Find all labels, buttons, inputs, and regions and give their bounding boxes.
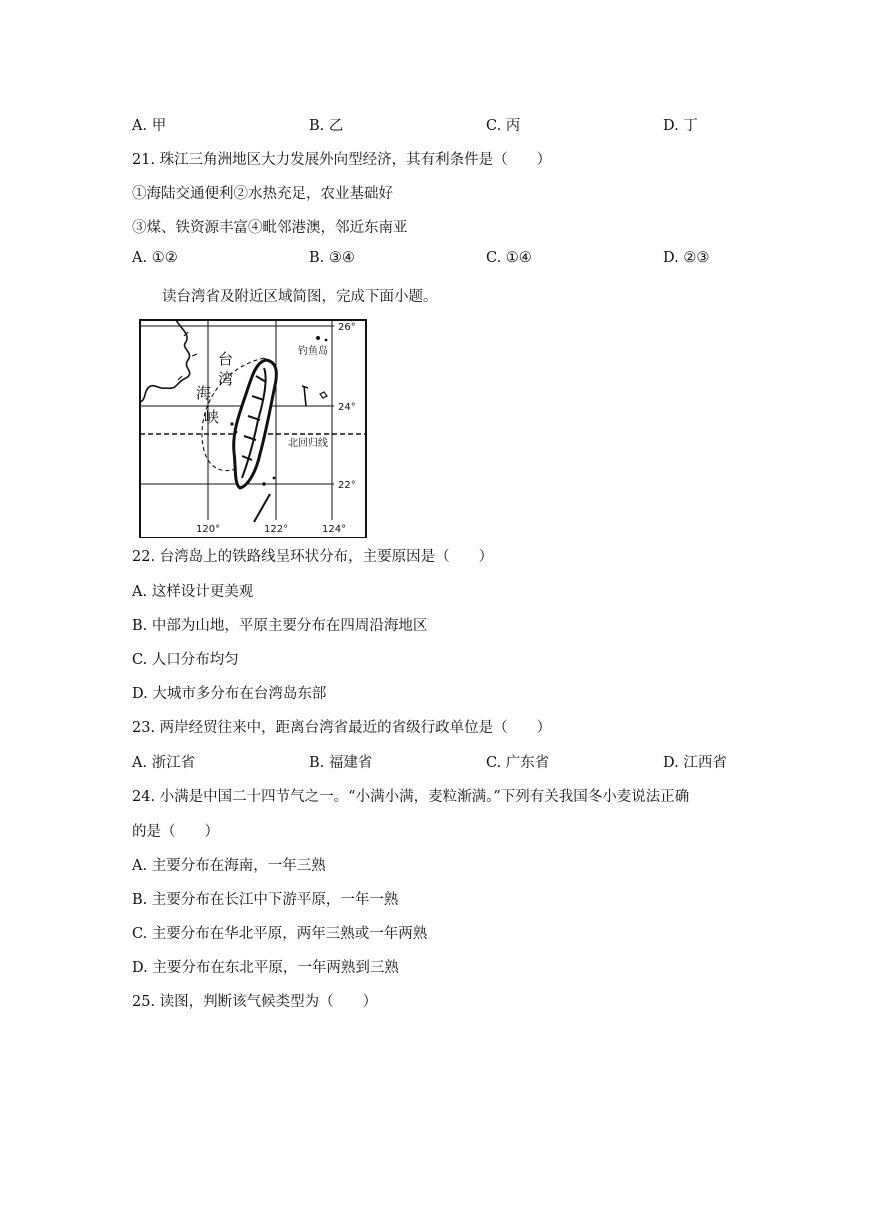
lon-label-120: 120°	[196, 524, 221, 535]
strait-char-2: 湾	[218, 370, 234, 388]
q24-stem-line2: 的是（ ）	[132, 824, 219, 840]
diaoyu-label: 钓鱼岛	[298, 346, 328, 357]
diaoyu-island-dot	[325, 339, 328, 342]
q20-option-d: D. 丁	[663, 118, 698, 134]
q21-option-b: B. ③④	[309, 250, 355, 266]
q24-stem-line1: 24. 小满是中国二十四节气之一。“小满小满，麦粒渐满。”下列有关我国冬小麦说法正确	[132, 789, 690, 805]
q21-line2: ③煤、铁资源丰富④毗邻港澳，邻近东南亚	[132, 220, 408, 236]
taiwan-map	[136, 316, 368, 538]
q20-option-c: C. 丙	[486, 118, 521, 134]
lat-label-24: 24°	[338, 402, 356, 413]
islet	[230, 422, 233, 425]
q20-option-b: B. 乙	[309, 118, 344, 134]
islet	[235, 431, 238, 434]
lon-label-124: 124°	[322, 524, 347, 535]
q21-option-a: A. ①②	[132, 250, 178, 266]
lat-label-26: 26°	[338, 322, 356, 333]
mainland-coast	[140, 320, 190, 402]
boundary-segment	[254, 494, 270, 522]
lat-label-22: 22°	[338, 480, 356, 491]
q22-option-a: A. 这样设计更美观	[132, 584, 254, 600]
q21-option-d: D. ②③	[663, 250, 710, 266]
q22-option-d: D. 大城市多分布在台湾岛东部	[132, 686, 327, 702]
map-intro: 读台湾省及附近区域简图，完成下面小题。	[162, 289, 438, 305]
taiwan-island	[234, 360, 277, 488]
q21-stem: 21. 珠江三角洲地区大力发展外向型经济，其有利条件是（ ）	[132, 152, 552, 168]
taiwan-map-svg	[136, 316, 368, 538]
lon-label-122: 122°	[264, 524, 289, 535]
strait-char-3: 海	[196, 384, 212, 402]
q23-option-b: B. 福建省	[309, 755, 373, 771]
q24-option-c: C. 主要分布在华北平原，两年三熟或一年两熟	[132, 926, 428, 942]
strait-char-1: 台	[218, 350, 234, 368]
strait-char-4: 峡	[204, 408, 220, 426]
q21-option-c: C. ①④	[486, 250, 532, 266]
q25-stem: 25. 读图，判断该气候类型为（ ）	[132, 994, 378, 1010]
q24-option-a: A. 主要分布在海南，一年三熟	[132, 858, 326, 874]
tropic-label: 北回归线	[288, 438, 328, 449]
islands-east-2	[320, 392, 327, 398]
q23-option-a: A. 浙江省	[132, 755, 196, 771]
q23-option-d: D. 江西省	[663, 755, 727, 771]
q22-option-b: B. 中部为山地，平原主要分布在四周沿海地区	[132, 618, 428, 634]
q22-stem: 22. 台湾岛上的铁路线呈环状分布，主要原因是（ ）	[132, 549, 494, 565]
q24-option-b: B. 主要分布在长江中下游平原，一年一熟	[132, 892, 399, 908]
q21-line1: ①海陆交通便利②水热充足，农业基础好	[132, 186, 393, 202]
diaoyu-island-dot	[316, 336, 320, 340]
islands-east	[302, 386, 308, 406]
q22-option-c: C. 人口分布均匀	[132, 652, 239, 668]
islet	[262, 482, 266, 486]
islet	[273, 477, 276, 480]
q20-option-a: A. 甲	[132, 118, 167, 134]
q23-option-c: C. 广东省	[486, 755, 550, 771]
q23-stem: 23. 两岸经贸往来中，距离台湾省最近的省级行政单位是（ ）	[132, 720, 552, 736]
q24-option-d: D. 主要分布在东北平原，一年两熟到三熟	[132, 960, 399, 976]
